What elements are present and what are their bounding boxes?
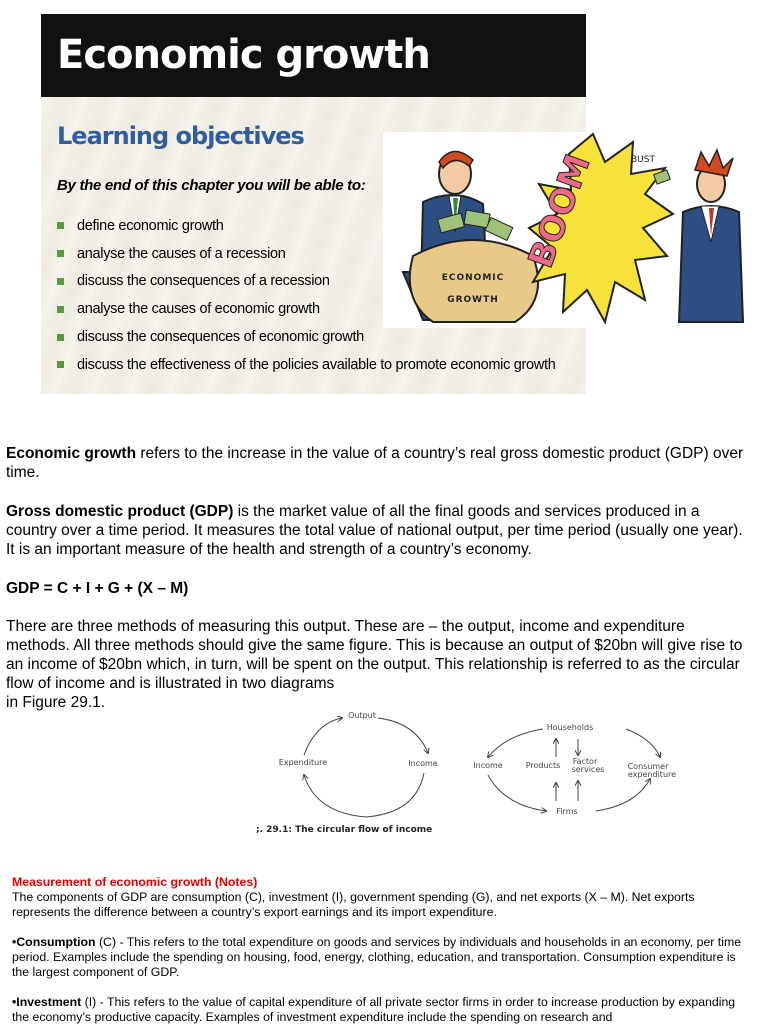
term-gdp: Gross domestic product (GDP) bbox=[6, 503, 234, 520]
bullet-square-icon bbox=[57, 278, 64, 285]
label-households: Households bbox=[546, 723, 594, 732]
investment-paragraph bbox=[12, 995, 752, 1025]
label-consumer: Consumer bbox=[627, 762, 669, 771]
bust-text: BUST bbox=[631, 155, 655, 165]
consumption-paragraph bbox=[12, 935, 752, 980]
objective-text: discuss the effectiveness of the policies available to promote economic growth bbox=[77, 356, 556, 373]
bullet-square-icon bbox=[57, 250, 64, 257]
paragraph-measurement-methods bbox=[6, 617, 746, 712]
chapter-title: Economic growth bbox=[41, 14, 586, 97]
term-economic-growth: Economic growth bbox=[6, 445, 137, 462]
objective-text: discuss the consequences of a recession bbox=[77, 273, 330, 290]
boom-text: BOOM bbox=[520, 149, 599, 274]
label-factor: Factor bbox=[572, 757, 598, 766]
objective-text: define economic growth bbox=[77, 217, 224, 234]
cartoon-illustration bbox=[383, 132, 750, 328]
label-income: Income bbox=[408, 759, 438, 768]
objective-text: discuss the consequences of economic growth bbox=[77, 329, 364, 346]
paragraph-gdp bbox=[6, 502, 746, 559]
definition-economic-growth: refers to the increase in the value of a country’s real gross domestic product (GDP) over time. bbox=[6, 445, 744, 481]
label-services: services bbox=[571, 765, 605, 774]
bullet-square-icon bbox=[57, 334, 64, 341]
label-products: Products bbox=[525, 761, 561, 770]
simple-circular-flow bbox=[279, 711, 438, 817]
methods-text-end: in Figure 29.1. bbox=[6, 694, 106, 711]
label-firms: Firms bbox=[556, 807, 578, 816]
term-consumption: •Consumption bbox=[12, 935, 96, 949]
bullet-square-icon bbox=[57, 361, 64, 368]
circular-flow-figure bbox=[256, 705, 696, 835]
investment-text: (I) - This refers to the value of capital expenditure of all private sector firms in order to increase production by expanding the economy’s productive capacity. Examples of investment expenditure include the spending on research and bbox=[12, 995, 736, 1024]
label-expenditure-right: expenditure bbox=[627, 770, 677, 779]
bullet-square-icon bbox=[57, 306, 64, 313]
boom-bust-cartoon bbox=[383, 132, 750, 328]
label-output: Output bbox=[348, 711, 376, 720]
consumption-text: (C) - This refers to the total expenditure on goods and services by individuals and households in an economy, per time period. Examples include the spending on housing, food, energy, clothing, education, and transportation. Consumption expenditure is the largest component of GDP. bbox=[12, 935, 742, 979]
objective-item bbox=[57, 351, 555, 379]
figure-caption: ;. 29.1: The circular flow of income bbox=[256, 825, 433, 835]
label-expenditure: Expenditure bbox=[278, 758, 328, 767]
household-firm-circular-flow bbox=[473, 723, 676, 816]
objective-text: analyse the causes of economic growth bbox=[77, 301, 320, 318]
label-income-right: Income bbox=[473, 761, 503, 770]
term-investment: •Investment bbox=[12, 995, 82, 1009]
learning-objectives-heading: Learning objectives bbox=[57, 122, 304, 150]
bullet-square-icon bbox=[57, 222, 64, 229]
definition-gdp: is the market value of all the final goods and services produced in a country over a time period. It measures the total value of national output, per time period (usually one year). It is an important measure of the health and strength of a country’s economy. bbox=[6, 503, 743, 558]
notes-section bbox=[12, 875, 752, 1025]
objective-text: analyse the causes of a recession bbox=[77, 245, 286, 262]
learning-objectives-intro: By the end of this chapter you will be able to: bbox=[57, 177, 366, 194]
gdp-formula: GDP = C + I + G + (X – M) bbox=[6, 580, 189, 597]
circular-flow-diagrams bbox=[256, 705, 696, 835]
bag-label-line2: GROWTH bbox=[447, 295, 499, 305]
notes-intro: The components of GDP are consumption (C), investment (I), government spending (G), and net exports (X – M). Net exports represents the difference between a country’s export earnings and its import expenditure. bbox=[12, 890, 695, 919]
paragraph-economic-growth bbox=[6, 444, 746, 482]
bag-label-line1: ECONOMIC bbox=[441, 273, 505, 283]
methods-text: There are three methods of measuring this output. These are – the output, income and expenditure methods. All three methods should give the same figure. This is because an output of $20bn will give rise to an income of $20bn which, in turn, will be spent on the output. This relationship is referred to as the circular flow of income and is illustrated in two diagrams bbox=[6, 618, 743, 692]
notes-title: Measurement of economic growth (Notes) bbox=[12, 875, 258, 889]
